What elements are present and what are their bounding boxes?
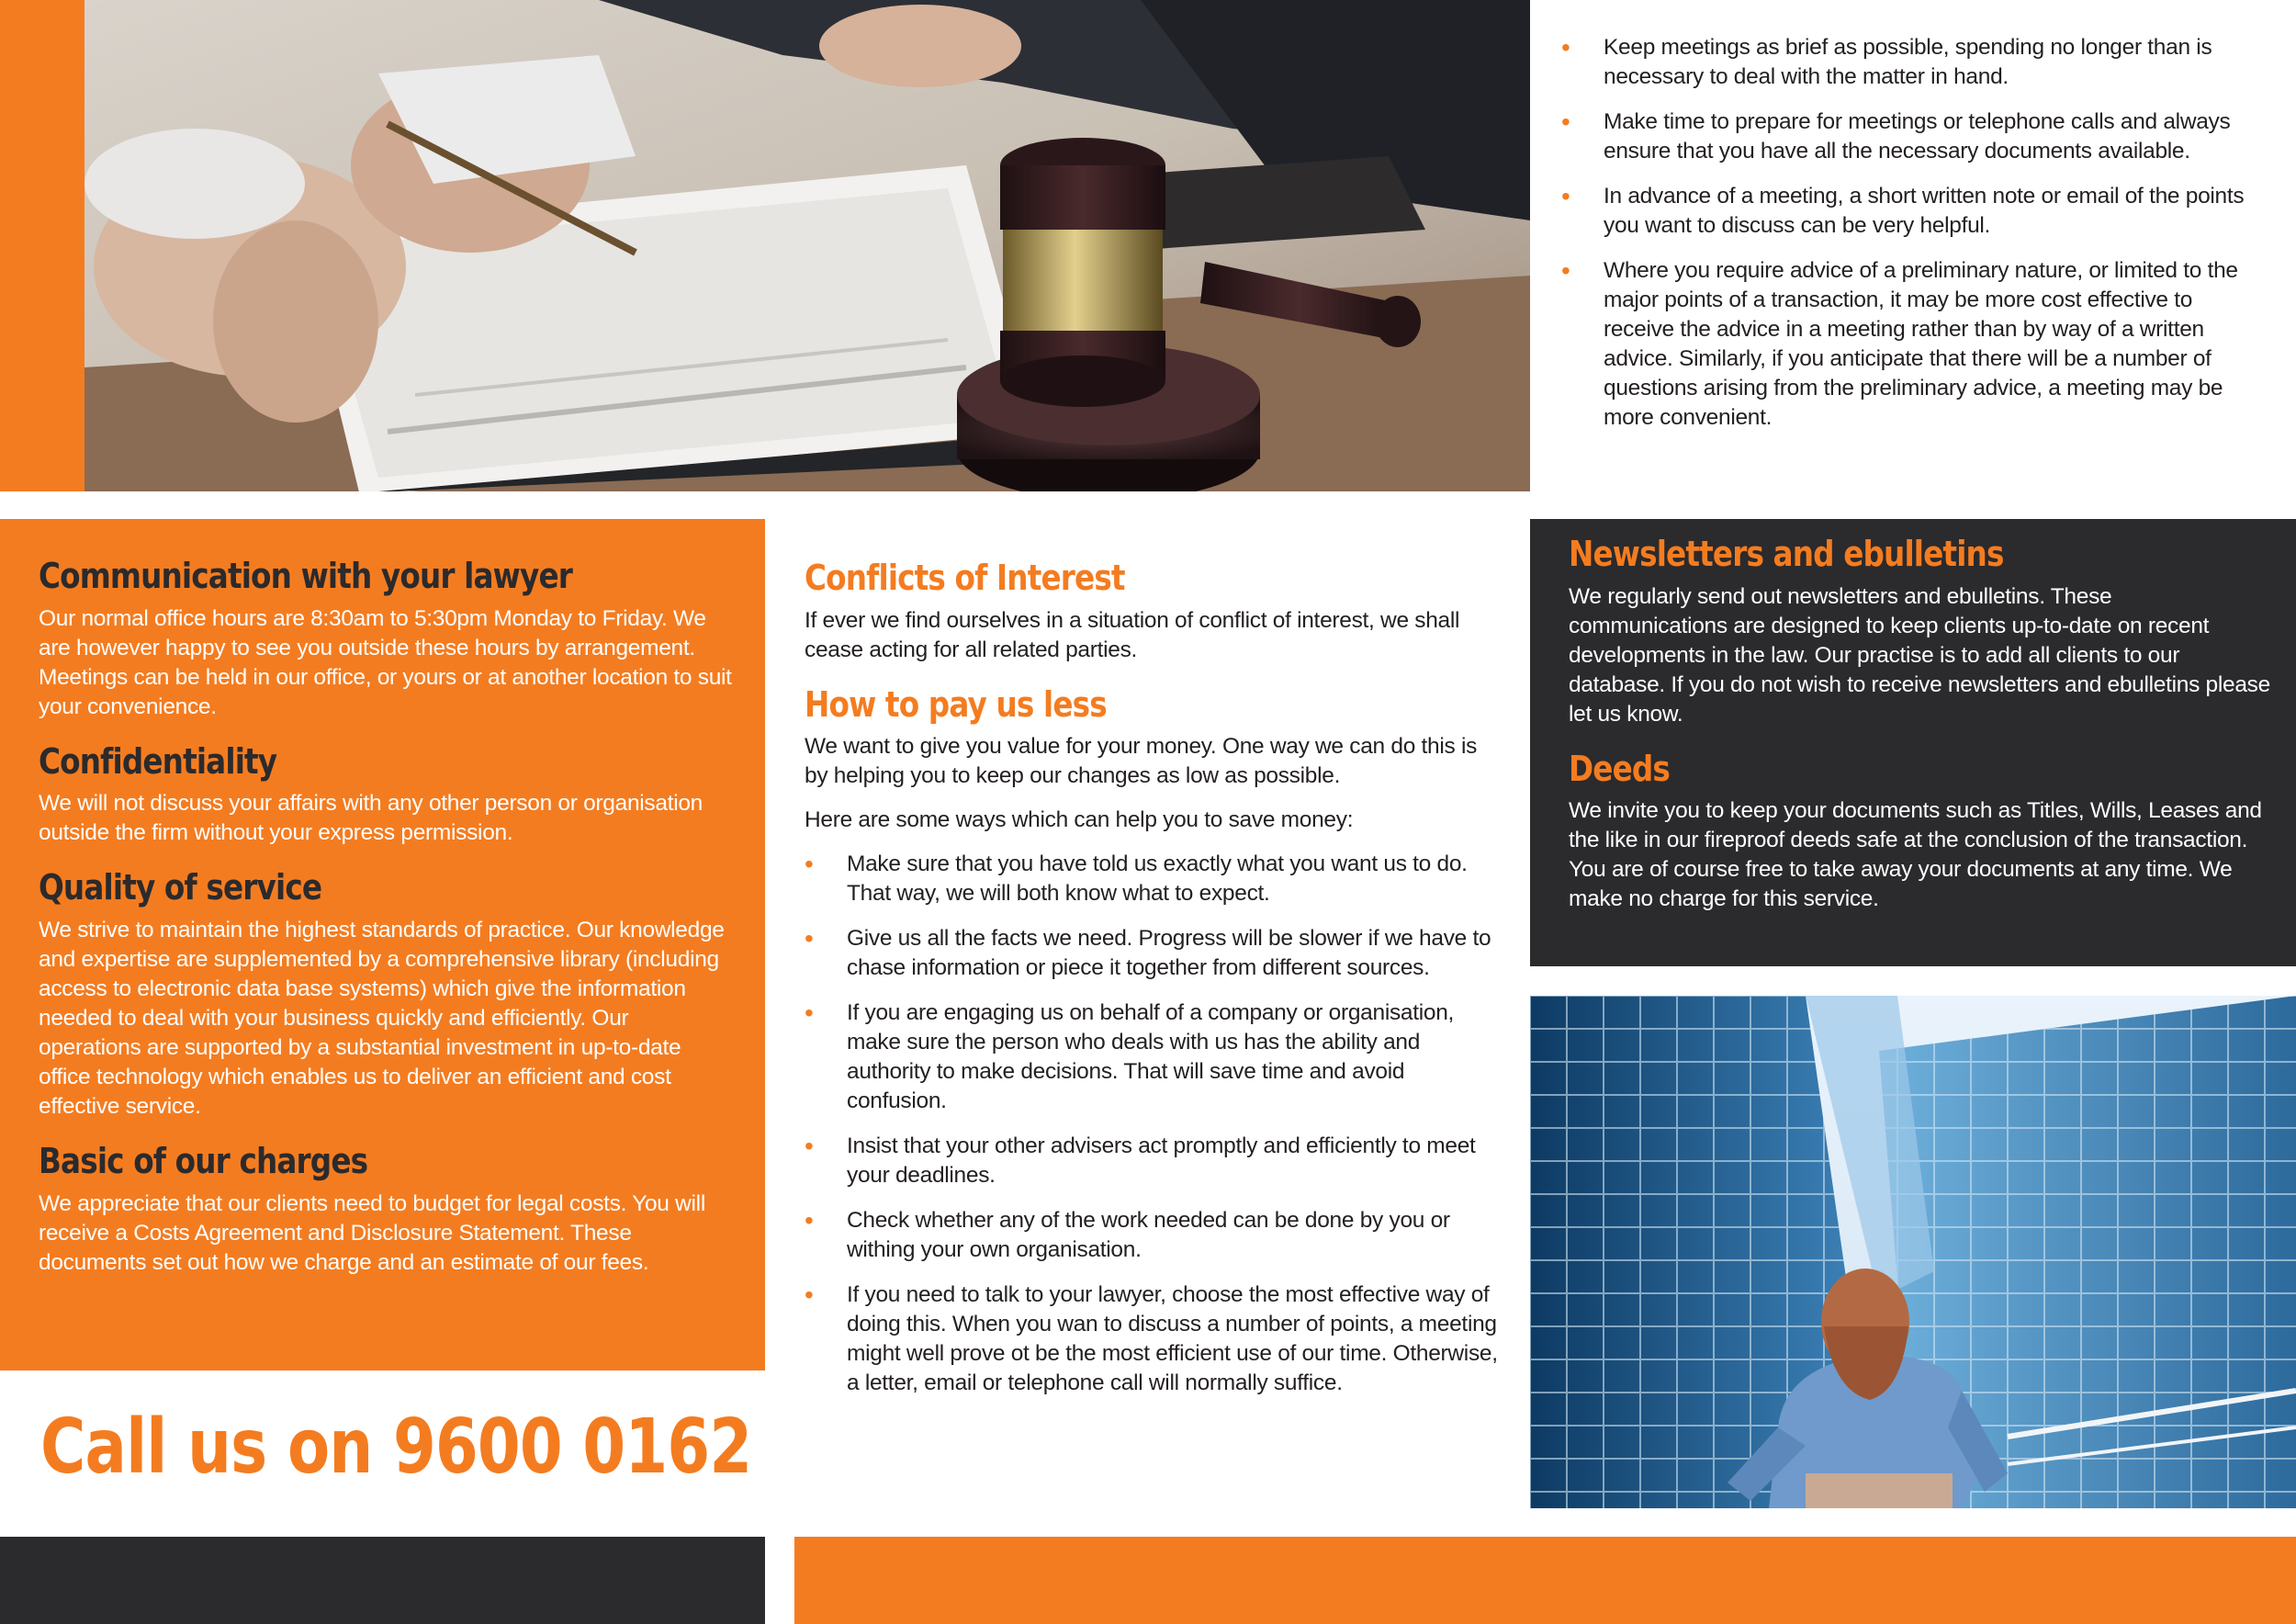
pay-less-item: • If you are engaging us on behalf of a company or organisation, make sure the person who deals with us has the ability and authority to make decisions. That will save time and avoid confusion. (805, 998, 1503, 1116)
meeting-tip-item: • In advance of a meeting, a short written note or email of the points you want to discuss can be very helpful. (1561, 182, 2268, 241)
meeting-tip-item: • Where you require advice of a preliminary nature, or limited to the major points of a transaction, it may be more cost effective to receive the advice in a meeting rather than by way of a written advice. Similarly, if you anticipate that there will be a number of questions arising from the preliminary advice, a meeting may be more convenient. (1561, 256, 2268, 433)
office-building-photo (1530, 996, 2296, 1508)
bottom-right-bar (794, 1537, 2296, 1624)
conflicts-heading: Conflicts of Interest (805, 558, 1125, 598)
pay-less-intro: We want to give you value for your money. One way we can do this is by helping you to keep our changes as low as possible. (805, 734, 1478, 789)
gavel-photo-illustration (84, 0, 1530, 491)
quality-text: We strive to maintain the highest standards of practice. Our knowledge and expertise are supplemented by a comprehensive library (including access to electronic data base systems) which give the information needed to deal with your business quickly and efficiently. Our operations are supported by a substantial investment in up-to-date office technology which enables us to deliver an efficient and cost effective service. (39, 918, 725, 1120)
pay-less-list (805, 850, 1503, 1398)
call-us-phone: Call us on 9600 0162 (40, 1404, 752, 1491)
newsletters-heading: Newsletters and ebulletins (1569, 534, 2004, 574)
gavel-photo (84, 0, 1530, 491)
charges-heading: Basic of our charges (39, 1141, 368, 1182)
left-panel-content (39, 557, 737, 1278)
pay-less-item: • Check whether any of the work needed can be done by you or withing your own organisation. (805, 1206, 1503, 1265)
pay-less-item: • Give us all the facts we need. Progress will be slower if we have to chase information or piece it together from different sources. (805, 924, 1503, 983)
pay-less-heading: How to pay us less (805, 683, 1107, 725)
pay-less-lead: Here are some ways which can help you to save money: (805, 807, 1354, 833)
pay-less-item: • Make sure that you have told us exactly what you want us to do. That way, we will both know what to expect. (805, 850, 1503, 908)
communication-heading: Communication with your lawyer (39, 556, 573, 596)
meeting-tip-item: • Keep meetings as brief as possible, spending no longer than is necessary to deal with the matter in hand. (1561, 33, 2268, 92)
middle-column (805, 558, 1503, 1414)
deeds-heading: Deeds (1569, 748, 1671, 789)
meeting-tip-item: • Make time to prepare for meetings or telephone calls and always ensure that you have all the necessary documents available. (1561, 107, 2268, 166)
bottom-left-bar (0, 1537, 765, 1624)
top-left-orange-stripe (0, 0, 84, 491)
charges-text: We appreciate that our clients need to budget for legal costs. You will receive a Costs Agreement and Disclosure Statement. These documents set out how we charge and an estimate of our fees. (39, 1190, 705, 1275)
office-building-illustration (1530, 996, 2296, 1508)
right-panel-content (1569, 535, 2276, 914)
newsletters-text: We regularly send out newsletters and ebulletins. These communications are designed to keep clients up-to-date on recent developments in the law. Our practise is to add all clients to our database. If you do not wish to receive newsletters and ebulletins please let us know. (1569, 583, 2270, 727)
pay-less-item: • If you need to talk to your lawyer, choose the most effective way of doing this. When you wan to discuss a number of points, a meeting might well prove ot be the most efficient use of our time. Otherwise, a letter, email or telephone call will normally suffice. (805, 1280, 1503, 1398)
deeds-text: We invite you to keep your documents such as Titles, Wills, Leases and the like in our fireproof deeds safe at the conclusion of the transaction. You are of course free to take away your documents at any time. We make no charge for this service. (1569, 798, 2262, 912)
communication-text: Our normal office hours are 8:30am to 5:30pm Monday to Friday. We are however happy to see you outside these hours by arrangement. Meetings can be held in our office, or yours or at another location to suit your convenience. (39, 605, 732, 719)
confidentiality-text: We will not discuss your affairs with any other person or organisation outside the firm without your express permission. (39, 791, 703, 846)
meeting-tips-list (1561, 33, 2268, 448)
pay-less-item: • Insist that your other advisers act promptly and efficiently to meet your deadlines. (805, 1132, 1503, 1190)
quality-heading: Quality of service (39, 867, 322, 908)
confidentiality-heading: Confidentiality (39, 740, 277, 782)
conflicts-text: If ever we find ourselves in a situation of conflict of interest, we shall cease acting for all related parties. (805, 607, 1460, 662)
